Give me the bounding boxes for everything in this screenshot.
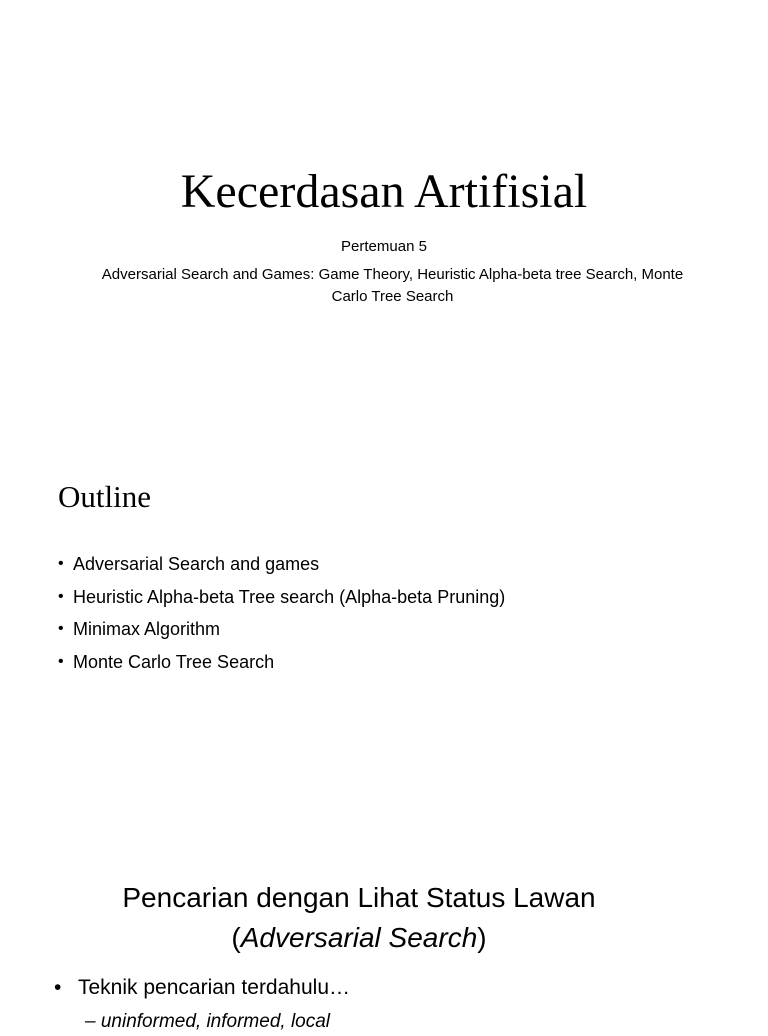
slide3-title-line1: Pencarian dengan Lihat Status Lawan <box>122 882 596 913</box>
list-item: • Minimax Algorithm <box>58 613 505 646</box>
slide-title: Kecerdasan Artifisial <box>180 165 588 218</box>
meeting-label: Pertemuan 5 <box>341 238 427 255</box>
list-item: • Heuristic Alpha-beta Tree search (Alpha-beta Pruning) <box>58 581 505 614</box>
list-item: • Monte Carlo Tree Search <box>58 646 505 679</box>
slide-subtitle: Adversarial Search and Games: Game Theory, Heuristic Alpha-beta tree Search, Monte Carlo Tree Search <box>101 266 684 305</box>
title-open-paren: ( <box>231 922 241 953</box>
title-italic-term: Adversarial Search <box>240 922 478 953</box>
bullet-text: Teknik pencarian terdahulu… <box>78 976 350 999</box>
bullet-marker: • <box>54 976 62 999</box>
outline-heading: Outline <box>58 479 151 514</box>
title-close-paren: ) <box>477 922 487 953</box>
slide3-title <box>0 878 718 958</box>
slide3-title-line2 <box>0 918 718 958</box>
slide3-subbullet: – uninformed, informed, local <box>85 1011 331 1032</box>
slide3-bullet <box>54 970 350 1006</box>
list-item: • Adversarial Search and games <box>58 548 505 581</box>
outline-list <box>58 548 505 678</box>
